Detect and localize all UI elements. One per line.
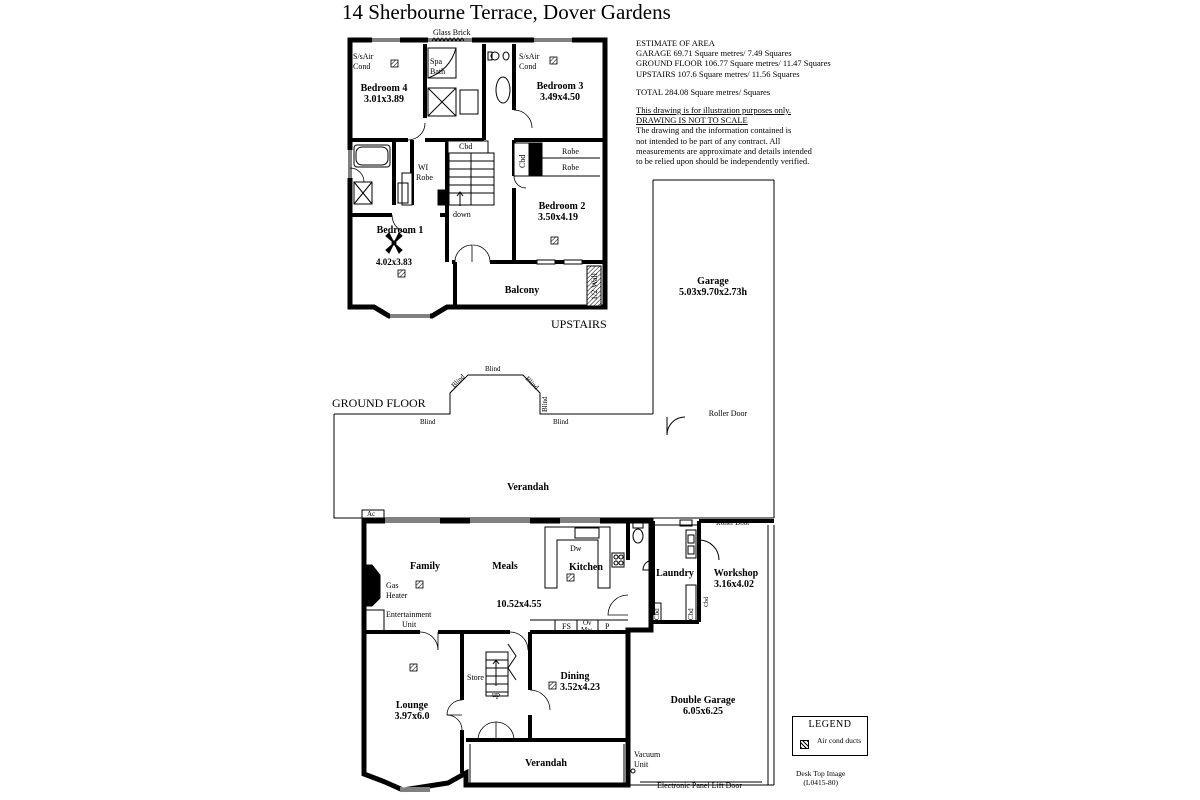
meals-label: Meals [492,561,518,572]
legend-box [792,716,868,756]
ss-air-cond-left-2: Cond [353,62,371,71]
garage-roller-door-label: Roller Door [708,409,748,418]
fs-label: FS [562,622,571,631]
air-cond-duct-icon [800,740,809,749]
family-label: Family [410,561,440,572]
microwave-label: Mw [581,626,593,634]
notes-body-1: The drawing and the information contained is [636,125,792,136]
double-garage-dim: 6.05x6.25 [683,706,723,717]
ac-label: Ac [367,510,376,518]
vacuum-unit-label-2: Unit [634,760,649,769]
ss-air-cond-right-1: S/sAir [519,52,540,61]
cbd-laundry-label: Cbd [653,608,661,620]
ss-air-cond-left-1: S/sAir [353,52,374,61]
vacuum-unit-label-1: Vacuum [634,750,661,759]
bedroom-2-name: Bedroom 2 [538,201,586,212]
garage-name: Garage [697,276,729,287]
lounge-dim: 3.97x6.0 [394,711,430,722]
pantry-label: P [605,622,610,631]
workshop-name: Workshop [713,568,759,579]
bedroom-3-dim: 3.49x4.50 [540,92,580,103]
garage-dim: 5.03x9.70x2.73h [678,287,748,298]
bedroom-2-dim: 3.50x4.19 [538,212,578,223]
bedroom-4-dim: 3.01x3.89 [364,94,404,105]
double-garage-name: Double Garage [670,695,736,706]
notes-disclaimer-2: DRAWING IS NOT TO SCALE [636,115,748,126]
balcony-label: Balcony [504,285,540,296]
legend-title: LEGEND [808,719,852,730]
notes-total: TOTAL 284.08 Square metres/ Squares [636,86,771,97]
dishwasher-label: Dw [570,544,582,553]
wi-robe-label-1: WI [418,163,429,172]
stairs-down-label: down [453,210,471,219]
ss-air-cond-right-2: Cond [519,62,537,71]
notes-body-2: not intended to be part of any contract. All [636,135,781,146]
notes-ground: GROUND FLOOR 106.77 Square metres/ 11.47 Squares [636,58,831,69]
upstairs-section-label: UPSTAIRS [551,317,607,331]
cbd-workshop-label-a: Cbd [687,608,695,620]
half-wall-label: 1/2 Wall [590,273,599,300]
wi-robe-label-2: Robe [416,173,433,182]
workshop-dim: 3.16x4.02 [714,579,754,590]
upstairs-plan [349,38,605,317]
notes-body-4: to be relied upon should be independently verified. [636,156,810,167]
roller-door-ground-label: Roller Door [716,519,750,527]
credit-line-1: Desk Top Image [796,769,846,778]
entertainment-unit-label-2: Unit [402,620,417,629]
cbd-upstairs-label: Cbd [459,142,473,151]
garage-outline [653,180,774,518]
oven-label: Ov [583,619,592,627]
ground-section-label: GROUND FLOOR [332,396,426,410]
verandah-bottom-label: Verandah [525,758,567,769]
cbd-vertical-label: Cbd [518,154,527,168]
verandah-top-label: Verandah [507,482,549,493]
gas-heater-label-2: Heater [386,591,408,600]
kitchen-label: Kitchen [569,562,603,573]
notes-garage: GARAGE 69.71 Square metres/ 7.49 Squares [636,48,792,59]
blind-label-5: Blind [420,418,436,426]
bedroom-1-name: Bedroom 1 [376,225,424,236]
plan-title: 14 Sherbourne Terrace, Dover Gardens [342,0,671,24]
area-notes [636,38,896,166]
lift-door-label: Electronic Panel Lift Door [657,781,743,790]
entertainment-unit-label-1: Entertainment [386,610,432,619]
store-label: Store [467,673,484,682]
spa-label-1: Spa [430,57,442,66]
ceiling-fan-icon [386,233,402,253]
blind-label-4: Blind [541,396,549,412]
notes-body-3: measurements are approximate and details intended [636,145,812,156]
robe-label-2: Robe [562,163,579,172]
laundry-label: Laundry [656,568,694,579]
credit-line-2: (L0415-80) [803,778,838,787]
notes-disclaimer-1: This drawing is for illustration purposes only. [636,105,792,116]
spa-label-2: Bath [430,67,446,76]
bedroom-3-name: Bedroom 3 [536,81,584,92]
lounge-name: Lounge [395,700,429,711]
blind-label-3: Blind [523,374,541,392]
living-dim-label: 10.52x4.55 [496,599,542,610]
robe-label-1: Robe [562,147,579,156]
blind-label-1: Blind [449,372,467,390]
notes-upstairs: UPSTAIRS 107.6 Square metres/ 11.56 Squares [636,68,800,79]
notes-heading: ESTIMATE OF AREA [636,38,715,48]
dining-name: Dining [560,671,590,682]
bedroom-1-dim: 4.02x3.83 [376,257,412,267]
stairs-up-label: up [492,690,500,699]
credit [796,769,845,787]
gas-heater-label-1: Gas [386,581,399,590]
glass-brick-label: Glass Brick [433,28,471,37]
blind-label-6: Blind [553,418,569,426]
blind-label-2: Blind [485,365,501,373]
dining-dim: 3.52x4.23 [560,682,600,693]
legend-label: Air cond ducts [817,736,862,745]
cbd-workshop-label-b: Cbd [704,596,710,607]
bedroom-4-name: Bedroom 4 [360,83,408,94]
